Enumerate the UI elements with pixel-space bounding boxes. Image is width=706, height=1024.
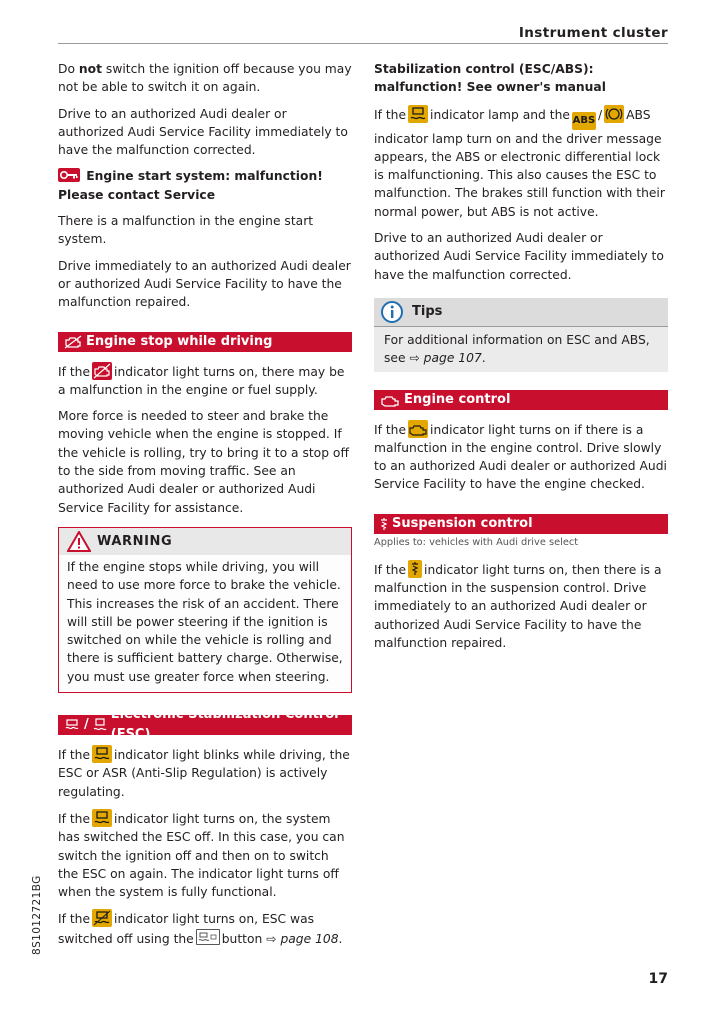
warning-box [58, 527, 352, 693]
suspension-indicator-icon [408, 560, 422, 578]
engine-start-text-2: Drive immediately to an authorized Audi dealer or authorized Audi Service Facility to have the malfunction repaired. [58, 258, 351, 310]
engine-control-text: If the indicator light turns on if there is a malfunction in the engine control. Drive slowly to an authorized Audi dealer or authorized Audi Service Facility to have the engine checked. [374, 420, 668, 494]
intro-paragraph-1: Do not switch the ignition off because you may not be able to switch it on again. [58, 62, 352, 95]
brake-abs-indicator-icon [604, 105, 624, 123]
engine-stop-indicator-icon [92, 362, 112, 380]
suspension-text: If the indicator light turns on, then there is a malfunction in the suspension control. Drive immediately to an authorized Audi dealer or authorized Audi Service Facility to have the malfunction repaired. [374, 560, 668, 652]
abs-indicator-icon: ABS [572, 112, 596, 130]
right-column [374, 60, 668, 660]
esc-title-bar: / Electronic Stabilization Control (ESC) [58, 715, 352, 735]
esc-icon [93, 718, 107, 732]
esc-off-indicator-icon [92, 909, 112, 927]
esc-indicator-icon [92, 809, 112, 827]
section-title: Instrument cluster [518, 25, 668, 41]
esc-abs-heading: Stabilization control (ESC/ABS): malfunction! See owner's manual [374, 62, 606, 95]
engine-control-icon [380, 393, 400, 407]
suspension-icon [380, 517, 388, 531]
applies-to-note: Applies to: vehicles with Audi drive select [374, 536, 579, 548]
engine-stop-text-1: If the indicator light turns on, there may be a malfunction in the engine or fuel supply. [58, 362, 352, 400]
page-reference-link[interactable]: ⇨ page 108 [266, 931, 339, 946]
esc-abs-text-1: If the indicator lamp and the ABS / ABS indicator lamp turn on and the driver message appears, the ABS or electronic differential lock is malfunctioning. This also causes the ESC to malfunction. The brakes still function with their normal power, but ABS is not active. [374, 105, 668, 221]
engine-control-title-bar: Engine control [374, 390, 668, 410]
esc-indicator-icon [92, 745, 112, 763]
engine-start-heading: Engine start system: malfunction! Please contact Service [58, 169, 323, 202]
esc-text-2: If the indicator light turns on, the system has switched the ESC off. In this case, you can switch the ignition off and then on to switch the ESC on again. The indicator light turns off when the system is fully functional. [58, 809, 352, 901]
key-icon [58, 168, 80, 182]
engine-control-indicator-icon [408, 420, 428, 438]
esc-abs-text-2: Drive to an authorized Audi dealer or authorized Audi Service Facility immediately to have the malfunction corrected. [374, 231, 664, 282]
suspension-title-bar: Suspension control [374, 514, 668, 534]
esc-indicator-icon [408, 105, 428, 123]
info-icon [380, 300, 404, 324]
intro-paragraph-2: Drive to an authorized Audi dealer or authorized Audi Service Facility immediately to have the malfunction corrected. [58, 106, 348, 158]
page-number: 17 [648, 971, 668, 987]
tips-text: For additional information on ESC and ABS, see ⇨ page 107. [384, 332, 650, 366]
esc-text-1: If the indicator light blinks while driving, the ESC or ASR (Anti-Slip Regulation) is actively regulating. [58, 745, 352, 801]
left-column [58, 60, 352, 956]
esc-text-3: If the indicator light turns on, ESC was switched off using the button ⇨ page 108. [58, 909, 352, 948]
engine-stop-text-2: More force is needed to steer and brake the moving vehicle when the engine is stopped. If the vehicle is rolling, try to bring it to a stop off to the side from moving traffic. See an authorized Audi dealer or authorized Audi Service Facility for assistance. [58, 409, 349, 515]
warning-text: If the engine stops while driving, you will need to use more force to brake the vehicle. This increases the risk of an accident. There will still be power steering if the ignition is switched on while the vehicle is rolling and there is sufficient battery charge. Otherwise, you must use greater force when steering. [67, 559, 343, 684]
esc-off-button-icon [196, 929, 220, 945]
tips-header: Tips [374, 298, 668, 327]
engine-stop-title-bar: Engine stop while driving [58, 332, 352, 352]
warning-header: WARNING [59, 528, 351, 555]
esc-off-icon [64, 718, 80, 732]
page-header [58, 22, 668, 44]
engine-start-text-1: There is a malfunction in the engine start system. [58, 214, 314, 247]
page-reference-link[interactable]: ⇨ page 107 [409, 351, 482, 366]
engine-stop-icon [64, 335, 82, 349]
tips-box [374, 298, 668, 372]
document-code: 8S1012721BG [31, 875, 43, 955]
warning-triangle-icon [67, 531, 91, 552]
